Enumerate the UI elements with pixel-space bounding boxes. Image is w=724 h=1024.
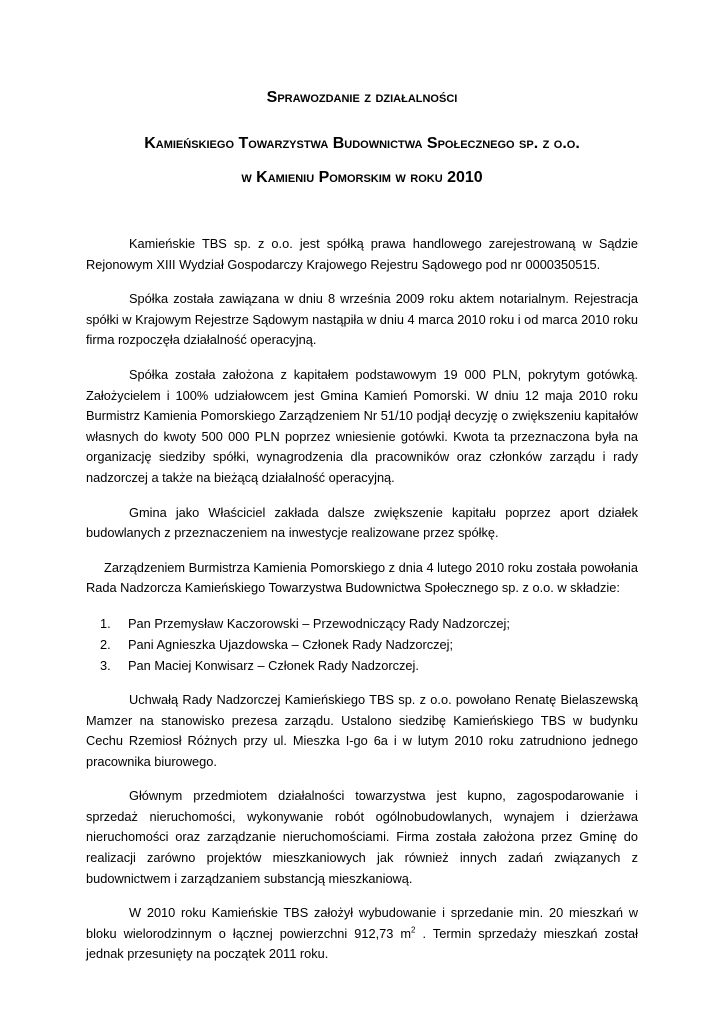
list-item: [86, 613, 638, 634]
paragraph-2010-plan: W 2010 roku Kamieńskie TBS założył wybudowanie i sprzedanie min. 20 mieszkań w bloku wielorodzinnym o łącznej powierzchni 912,73 $m^2$ . Termin sprzedaży mieszkań został jednak przesunięty na początek 2011 roku.: [86, 905, 638, 962]
paragraph-supervisory-board: Zarządzeniem Burmistrza Kamienia Pomorskiego z dnia 4 lutego 2010 roku została powołania Rada Nadzorcza Kamieńskiego Towarzystwa Budownictwa Społecznego sp. z o.o. w składzie:: [86, 559, 638, 596]
list-item-text: Pan Maciej Konwisarz – Członek Rady Nadzorczej.: [128, 657, 419, 673]
board-members-list: [86, 613, 638, 676]
paragraph-registration: Kamieńskie TBS sp. z o.o. jest spółką prawa handlowego zarejestrowaną w Sądzie Rejonowym XIII Wydział Gospodarczy Krajowego Rejestru Sądowego pod nr 0000350515.: [86, 236, 638, 272]
list-item-text: Pani Agnieszka Ujazdowska – Członek Rady Nadzorczej;: [128, 636, 454, 652]
list-item-number: 3.: [100, 657, 111, 673]
paragraph-management: Uchwałą Rady Nadzorczej Kamieńskiego TBS sp. z o.o. powołano Renatę Bielaszewską Mamzer na stanowisko prezesa zarządu. Ustalono siedzibę Kamieńskiego TBS w budynku Cechu Rzemiosł Różnych przy ul. Mieszka I-go 6a i w lutym 2010 roku zatrudniono jednego pracownika biurowego.: [86, 691, 638, 769]
list-item-text: Pan Przemysław Kaczorowski – Przewodniczący Rady Nadzorczej;: [128, 615, 510, 631]
paragraph-founding: Spółka została zawiązana w dniu 8 września 2009 roku aktem notarialnym. Rejestracja spółki w Krajowym Rejestrze Sądowym nastąpiła w dniu 4 marca 2010 roku i od marca 2010 roku firma rozpoczęła działalność operacyjną.: [86, 291, 638, 348]
list-item: [86, 634, 638, 655]
report-title-line-3: w Kamieniu Pomorskim w roku 2010: [241, 169, 483, 186]
document-body: [86, 234, 638, 965]
list-item: [86, 655, 638, 676]
report-title-line-2: Kamieńskiego Towarzystwa Budownictwa Społecznego sp. z o.o.: [144, 135, 580, 152]
list-item-number: 1.: [100, 615, 111, 631]
report-title-line-1: Sprawozdanie z działalności: [266, 89, 458, 106]
paragraph-capital: Spółka została założona z kapitałem podstawowym 19 000 PLN, pokrytym gotówką. Założycielem i 100% udziałowcem jest Gmina Kamień Pomorski. W dniu 12 maja 2010 roku Burmistrz Kamienia Pomorskiego Zarządzeniem Nr 51/10 podjął decyzję o zwiększeniu kapitałów własnych do kwoty 500 000 PLN poprzez wniesienie gotówki. Kwota ta przeznaczona była na organizację siedziby spółki, wynagrodzenia dla pracowników oraz członków zarządu i rady nadzorczej a także na bieżącą działalność operacyjną.: [86, 366, 638, 485]
paragraph-business-scope: Głównym przedmiotem działalności towarzystwa jest kupno, zagospodarowanie i sprzedaż nieruchomości, wykonywanie robót ogólnobudowlanych, wynajem i dzierżawa nieruchomości oraz zarządzanie nieruchomościami. Firma została założona przez Gminę do realizacji zarówno projektów mieszkaniowych jak również innych zadań związanych z budownictwem i zarządzaniem substancją mieszkaniową.: [86, 788, 638, 886]
paragraph-municipality: Gmina jako Właściciel zakłada dalsze zwiększenie kapitału poprzez aport działek budowlanych z przeznaczeniem na inwestycje realizowane przez spółkę.: [86, 504, 638, 541]
superscript-2: 2: [411, 925, 416, 935]
list-item-number: 2.: [100, 636, 111, 652]
